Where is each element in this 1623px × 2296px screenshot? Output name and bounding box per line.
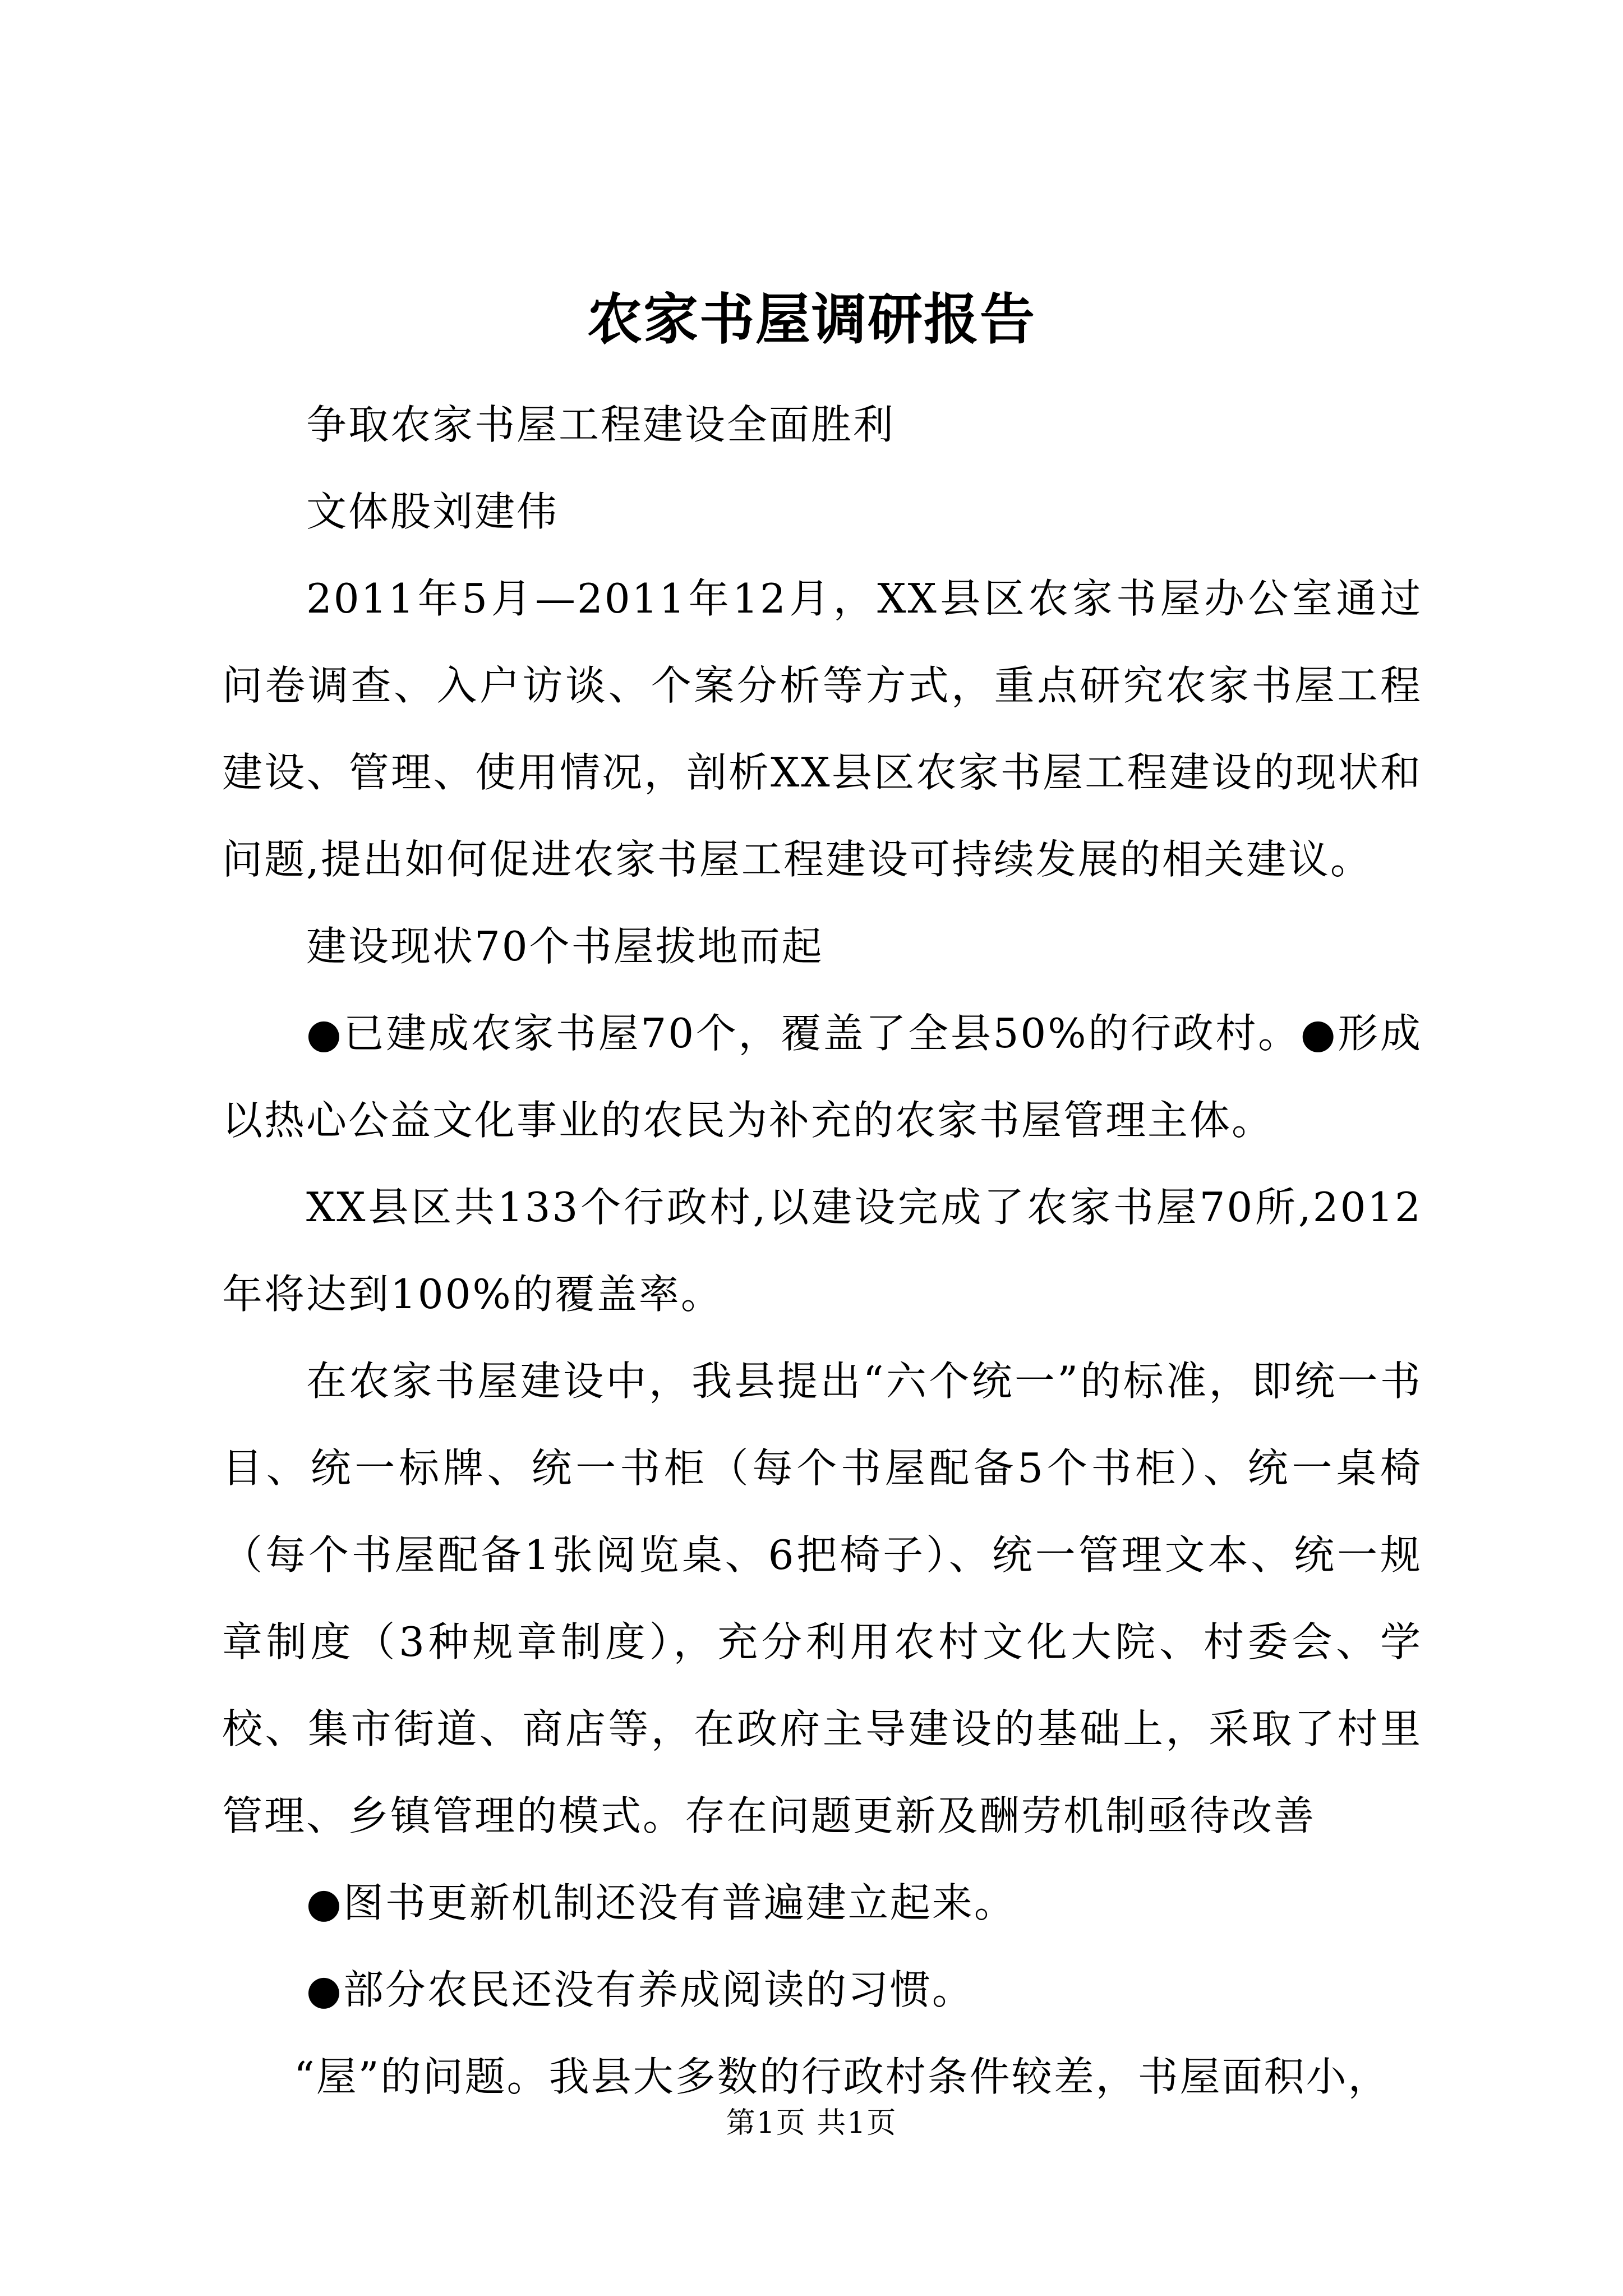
subtitle-paragraph: 争取农家书屋工程建设全面胜利: [306, 401, 896, 448]
bullet-paragraph: ●部分农民还没有养成阅读的习惯。: [306, 1966, 974, 2013]
bullet-paragraph: ●图书更新机制还没有普遍建立起来。: [306, 1879, 1016, 1926]
body-paragraph: 2011年5月—2011年12月，XX县区农家书屋办公室通过问卷调查、入户访谈、个案分析等方式，重点研究农家书屋工程建设、管理、使用情况，剖析XX县区农家书屋工程建设的现状和问题,提出如何促进农家书屋工程建设可持续发展的相关建议。: [222, 575, 1422, 883]
document-body: [222, 381, 1422, 2120]
page-title: 农家书屋调研报告: [587, 287, 1036, 352]
section-heading-paragraph: 建设现状70个书屋拔地而起: [306, 923, 824, 970]
body-paragraph: XX县区共133个行政村,以建设完成了农家书屋70所,2012年将达到100%的覆盖率。: [222, 1184, 1422, 1318]
body-paragraph: 在农家书屋建设中，我县提出“六个统一”的标准，即统一书目、统一标牌、统一书柜（每个书屋配备5个书柜）、统一桌椅（每个书屋配备1张阅览桌、6把椅子）、统一管理文本、统一规章制度（3种规章制度），充分利用农村文化大院、村委会、学校、集市街道、商店等，在政府主导建设的基础上，采取了村里管理、乡镇管理的模式。存在问题更新及酬劳机制亟待改善: [222, 1358, 1422, 1839]
author-paragraph: 文体股刘建伟: [306, 488, 559, 535]
bullet-paragraph: ●已建成农家书屋70个，覆盖了全县50%的行政村。●形成以热心公益文化事业的农民为补充的农家书屋管理主体。: [222, 1010, 1422, 1144]
body-paragraph: “屋”的问题。我县大多数的行政村条件较差，书屋面积小，: [294, 2053, 1390, 2100]
page-footer: 第1页 共1页: [726, 2106, 897, 2140]
